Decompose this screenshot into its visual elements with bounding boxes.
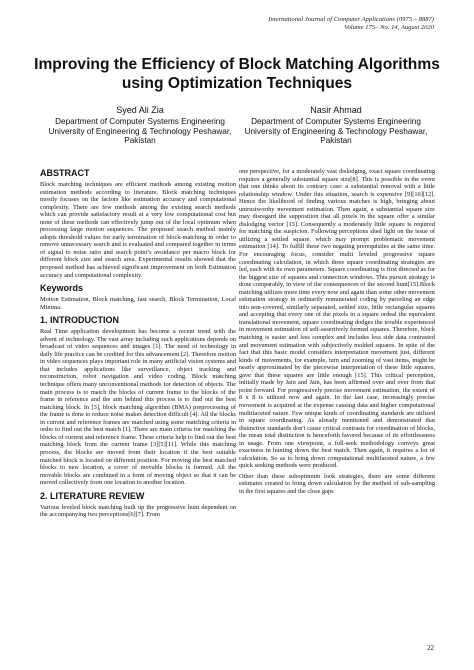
author-department: Department of Computer Systems Engineering	[251, 116, 421, 126]
author-block-1	[40, 106, 240, 146]
literature-review-heading: 2. LITERATURE REVIEW	[40, 490, 145, 501]
title-line-2: using Optimization Techniques	[121, 74, 353, 92]
title-line-1: Improving the Efficiency of Block Matching Algorithms	[34, 56, 440, 73]
author-name: Nasir Ahmad	[310, 105, 362, 115]
paper-title	[20, 56, 454, 93]
literature-review-text: Various leveled block matching built up the progressive hunt dependent on the accompanying two perceptions[6][7]. From	[40, 503, 236, 519]
left-column	[40, 168, 236, 521]
keywords-heading: Keywords	[40, 283, 84, 294]
right-column	[239, 168, 435, 498]
journal-header	[268, 16, 434, 33]
author-university: University of Engineering & Technology Peshawar,	[244, 126, 428, 136]
introduction-text: Real Time application development has become a recent trend with the advent of technology. The vast array including such applications depends on broadcast of video sequences and images [1]. The need of technology in daily life practice can be credited for this advancement [2]. Therefore motion in video sequences plays important role in many artificial vision systems and that includes applications like surveillance, object tracking and reconstruction, robot navigation and video coding. Block matching technique offers many unconventional methods for detection of objects. The main process is to match the blocks of current frame to the blocks of the frame in reference and the aim behind this process is to find out the best matching block. In [3], block matching algorithm (BMA) preprocessing of the frame is done to reduce noise makes detection difficult [4]. All the blocks in current and reference frames are matched using some matching criteria in order to find out the best match [1]. There are main criteria for matching the blocks of current and reference frame. These criteria help to find out the best matching block from the current frame [3][5][11]. While this matching process, the blocks are moved from their location if the best suitable matched block is located on different position. For moving the best matched blocks to new location, a cover of movable blocks is formed. All the movable blocks are combined in a form of moving object so that it can be moved collectively from one location to another location.	[40, 328, 236, 487]
abstract-heading: ABSTRACT	[40, 168, 90, 178]
author-name: Syed Ali Zia	[116, 105, 164, 115]
author-country: Pakistan	[124, 136, 156, 146]
keywords-text: Motion Estimation, Block matching, fast search, Block Termination, Local Minima.	[40, 296, 236, 311]
journal-volume: Volume 175– No. 14, August 2020	[344, 24, 434, 32]
author-block-2	[236, 106, 436, 146]
journal-name: International Journal of Computer Applications (0975 – 8887)	[268, 16, 434, 23]
abstract-text: Block matching techniques are efficient methods among existing motion estimation methods according to literature. Block matching techniques mostly focuses on the factors like estimation accuracy and computational complexity. There are few methods among the existing search methods which can provide satisfactory result at a very low computational cost but none of these methods can effectively jump out of the local optimum when processing large motion sequences. The proposed search method mainly adopts threshold values for early termination of block-matching in order to remove unnecessary search and is evaluated and compared together in terms of signal to noise ratio and search point’s avoidance per macro block for different block size and search area. Experimental results showed that the proposed method has achieved significant improvement on both Estimation accuracy and computational complexity.	[40, 181, 236, 279]
introduction-heading: 1. INTRODUCTION	[40, 315, 120, 326]
author-country: Pakistan	[320, 136, 352, 146]
author-department: Department of Computer Systems Engineering	[55, 116, 225, 126]
page-number: 22	[427, 644, 434, 652]
author-university: University of Engineering & Technology Peshawar,	[48, 126, 232, 136]
body-paragraph: Other than these suboptimum look strategies, there are some different estimates created to bring down calculation by the method of sub-sampling in the first squares and the close gaps	[239, 472, 435, 495]
body-paragraph: one perspective, for a moderately vast dislodging, exact square coordinating requires a generally substantial square size[8]. This is possible in the event that one thinks about its contrary case: a substantial removal with a little relationship window. Under this situation, search is expensive [9][10][12]. Hence the likelihood of finding various matches is high, bringing about untrustworthy movement estimation. Then again, a substantial square size may disregard the supposition that all pixels in the square offer a similar dislodging vector [13]. Consequently a moderately little square is required for matching the suspicion. Following perceptions shed light on the issue of utilizing a settled square, which may prompt problematic movement estimation [14]. To fulfill these two negating prerequisites at the same time. For encouraging focus, consider multi leveled progressive square coordinating calculation, in which three square coordinating strategies are led, each with its own parameters. Square coordinating is first directed as for the biggest size of squares and connection windows. This pursuit strategy is done comparably, in view of the consequences of the second hunt[15].Block matching utilizes more time every now and again than some other movement estimation strategy in ordinarily remunerated coding by parceling an edge into non-covered, similarly separated, settled size, little rectangular squares and accepting that every one of the pixels in a square ordeal the equivalent translational movement, square coordinating dodges the trouble experienced in movement estimation of self-assertively formed squares. Therefore, block matching is easier and less complex and includes less side data contrasted and movement estimation with subjectively molded squares. In spite of the fact that this basic model considers interpretation movement just, different kinds of movements, for example, turn and zooming of vast items, might be nearly approximated by the piecewise interpretation of these little squares, gave that these squares are little enough [15]. This critical perception, initially made by Jain and Jain, has been affirmed over and over from that point forward. For progressively precise movement estimation, the extent of 8 x 8 is utilized now and again. In the last case, increasingly precise movement is acquired at the expense causing data and higher computational multifaceted nature. Few unique kinds of coordinating standards are utilized in square coordinating. As already mentioned and demonstrated that distinctive standards don't cause critical contrasts for coordination of blocks, the mean total distinction is henceforth favored because of its effortlessness in usage. From one viewpoint, a full-seek methodology conveys great exactness in hunting down the best match. Then again, it requires a lot of calculation. So as to bring down computational multifaceted nature, a few quick seeking methods were produced.	[239, 168, 435, 470]
